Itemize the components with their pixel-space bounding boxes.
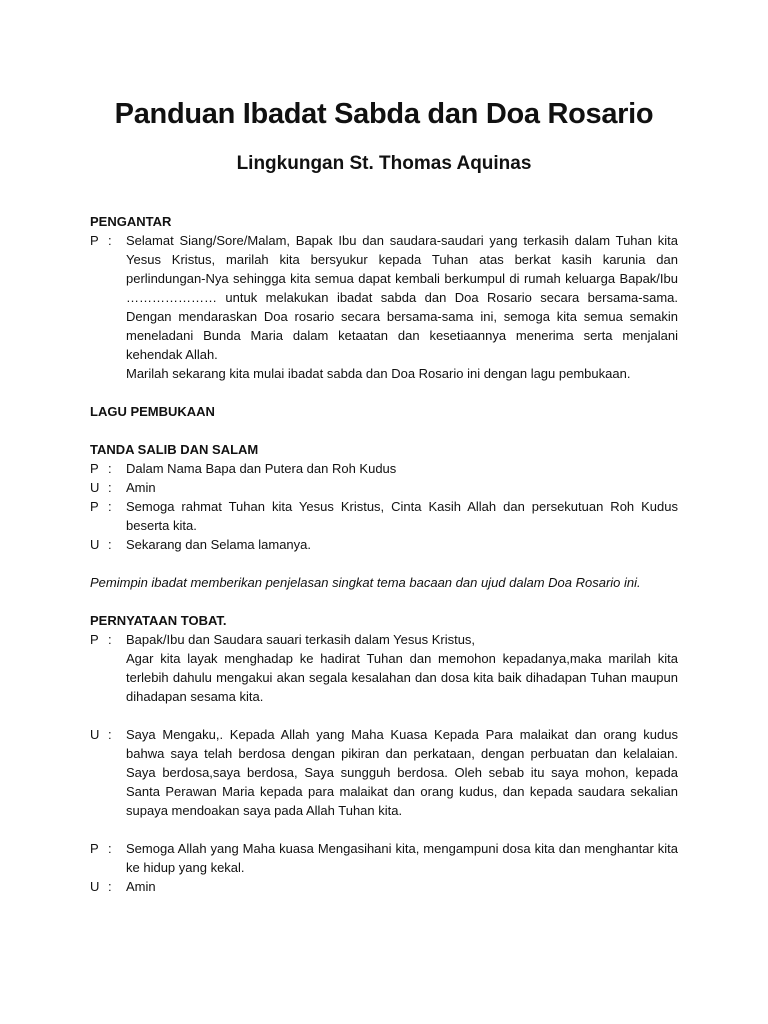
speaker-colon: : (108, 632, 112, 647)
dialogue-paragraph: Agar kita layak menghadap ke hadirat Tuhan dan memohon kepadanya,maka marilah kita terlebih dahulu mengakui akan segala kesalahan dan dosa kita baik dihadapan Tuhan maupun dihadapan sesama kita. (126, 651, 678, 704)
speaker-label: P (90, 499, 99, 514)
instruction-note: Pemimpin ibadat memberikan penjelasan singkat tema bacaan dan ujud dalam Doa Rosario ini. (90, 575, 641, 590)
dialogue-line (90, 725, 678, 820)
speaker-colon: : (108, 727, 112, 742)
spacer (90, 554, 678, 573)
section-heading-tanda-salib: TANDA SALIB DAN SALAM (90, 442, 259, 457)
speaker-colon: : (108, 537, 112, 552)
speaker-colon: : (108, 841, 112, 856)
section-heading-pernyataan-tobat: PERNYATAAN TOBAT. (90, 613, 227, 628)
dialogue-line (90, 231, 678, 383)
speaker-label: P (90, 233, 99, 248)
dialogue-text: Amin (126, 879, 156, 894)
speaker-label: U (90, 480, 100, 495)
dialogue-text (126, 630, 678, 706)
dialogue-line (90, 535, 678, 554)
pengantar-paragraph: Selamat Siang/Sore/Malam, Bapak Ibu dan saudara-saudari yang terkasih dalam Tuhan kita Yesus Kristus, marilah kita bersyukur kepada Tuhan atas berkat kasih karunia dan perlindungan-Nya sehingga kita semua dapat kembali berkumpul di rumah keluarga Bapak/Ibu ………………… untuk melakukan ibadat sabda dan Doa Rosario secara bersama-sama. Dengan mendaraskan Doa rosario secara bersama-sama ini, semoga kita semua semakin meneladani Bunda Maria dalam ketaatan dan kesetiaannya menerima serta menjalani kehendak Allah. (126, 233, 678, 362)
speaker-colon: : (108, 499, 112, 514)
speaker-label: U (90, 537, 100, 552)
speaker-label: P (90, 632, 99, 647)
dialogue-line (90, 497, 678, 535)
dialogue-text: Saya Mengaku,. Kepada Allah yang Maha Kuasa Kepada Para malaikat dan orang kudus bahwa saya telah berdosa dengan pikiran dan perkataan, dengan perbuatan dan kelalaian. Saya berdosa,saya berdosa, Saya sungguh berdosa. Oleh sebab itu saya mohon, kepada Santa Perawan Maria kepada para malaikat dan orang kudus, dan kepada saudara sekalian supaya mendoakan saya pada Allah Tuhan kita. (126, 727, 678, 818)
dialogue-paragraph: Bapak/Ibu dan Saudara sauari terkasih dalam Yesus Kristus, (126, 632, 476, 647)
dialogue-line (90, 839, 678, 877)
speaker-colon: : (108, 461, 112, 476)
spacer (90, 706, 678, 725)
dialogue-line (90, 478, 678, 497)
speaker-label: P (90, 841, 99, 856)
document-subtitle: Lingkungan St. Thomas Aquinas (236, 153, 532, 174)
dialogue-text (126, 231, 678, 383)
speaker-colon: : (108, 879, 112, 894)
section-heading-lagu-pembukaan: LAGU PEMBUKAAN (90, 404, 215, 419)
spacer (90, 383, 678, 402)
dialogue-text: Semoga Allah yang Maha kuasa Mengasihani kita, mengampuni dosa kita dan menghantar kita ke hidup yang kekal. (126, 841, 678, 875)
document-body (90, 212, 678, 896)
dialogue-line (90, 630, 678, 706)
dialogue-text: Amin (126, 480, 156, 495)
document-title: Panduan Ibadat Sabda dan Doa Rosario (114, 98, 654, 130)
pengantar-paragraph: Marilah sekarang kita mulai ibadat sabda dan Doa Rosario ini dengan lagu pembukaan. (126, 366, 631, 381)
speaker-label: U (90, 727, 100, 742)
spacer (90, 421, 678, 440)
speaker-label: P (90, 461, 99, 476)
spacer (90, 592, 678, 611)
dialogue-text: Sekarang dan Selama lamanya. (126, 537, 312, 552)
spacer (90, 820, 678, 839)
speaker-label: U (90, 879, 100, 894)
dialogue-text: Dalam Nama Bapa dan Putera dan Roh Kudus (126, 461, 397, 476)
dialogue-text: Semoga rahmat Tuhan kita Yesus Kristus, Cinta Kasih Allah dan persekutuan Roh Kudus beserta kita. (126, 499, 678, 533)
speaker-colon: : (108, 480, 112, 495)
dialogue-line (90, 877, 678, 896)
section-heading-pengantar: PENGANTAR (90, 214, 172, 229)
speaker-colon: : (108, 233, 112, 248)
dialogue-line (90, 459, 678, 478)
